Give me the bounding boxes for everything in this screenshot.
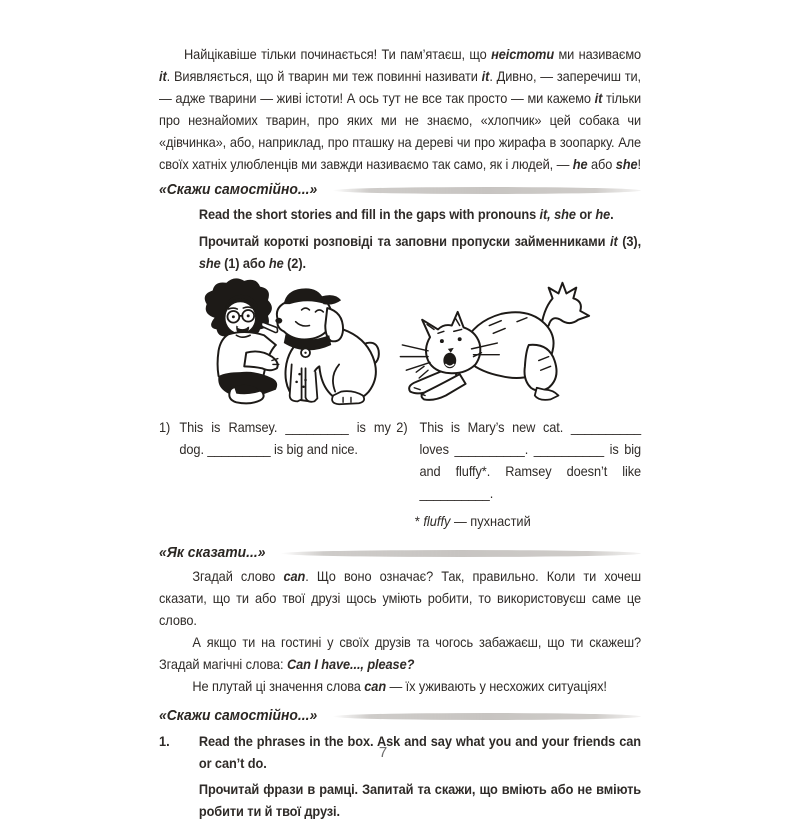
divider-swoosh [280,550,641,557]
how-to-say-paragraph-1: Згадай слово can. Що воно означає? Так, правильно. Коли ти хочеш сказати, що ти або твої друзі щось уміють робити, то використовуєш саме це слово. [159,569,642,628]
how-to-say-paragraph-3: Не плутай ці значення слова can — їх уживають у несхожих ситуаціях! [192,679,607,694]
divider-swoosh [332,187,641,194]
exercise-number: 2) [396,420,408,435]
task-instruction-uk: Прочитай фрази в рамці. Запитай та скажи, що вміють або не вміють робити ти й твої друзі. [198,782,642,819]
exercise-item-2 [396,417,641,505]
page-number: 7 [378,744,388,761]
task-instruction-en: Read the phrases in the box. Ask and say what you and your friends can or can’t do. [198,734,642,771]
task-number: 1. [159,734,170,749]
footnote: * fluffy — пухнастий [414,514,531,529]
section-title: «Як сказати...» [159,543,266,561]
divider-swoosh [332,713,641,720]
section-header-how-to-say [159,543,641,561]
exercise-text: This is Mary’s new cat. __________ loves __________. __________ is big and fluffy*. Ramsey doesn’t like __________. [419,420,642,501]
section-header-say-2 [159,706,641,724]
exercise-number: 1) [159,420,171,435]
task-instruction-uk: Прочитай короткі розповіді та заповни пропуски займенниками it (3), she (1) або he (2). [198,234,642,271]
exercise-item-1 [159,417,391,505]
section-header-say-1 [159,180,641,198]
task-instruction-en: Read the short stories and fill in the gaps with pronouns it, she or he. [198,207,614,222]
section-title: «Скажи самостійно...» [159,180,318,198]
intro-paragraph: Найцікавіше тільки починається! Ти пам’ятаєш, що неістоти ми називаємо it. Виявляється, що й тварин ми теж повинні називати it. Дивно, — заперечиш ти, — адже тварини — живі істоти! А ось тут не все так просто — ми кажемо it тільки про незнайомих тварин, про яких ми не знаємо, «хлопчик» цей собака чи «дівчинка», або, наприклад, про пташку на дереві чи про жирафа в зоопарку. Але своїх хатніх улюбленців ми завжди називаємо так само, як і людей, — he або she! [159,47,642,172]
cat-illustration [394,275,604,413]
boy-and-dog-illustration [185,275,395,413]
illustrations-row [185,275,641,413]
how-to-say-paragraph-2: А якщо ти на гостині у своїх друзів та чогось забажаєш, що ти скажеш? Згадай магічні слова: Can I have..., please? [159,635,642,672]
exercise-text: This is Ramsey. _________ is my dog. _________ is big and nice. [179,420,391,457]
section-title: «Скажи самостійно...» [159,706,318,724]
page-content [159,44,641,823]
exercise-row [159,417,641,505]
